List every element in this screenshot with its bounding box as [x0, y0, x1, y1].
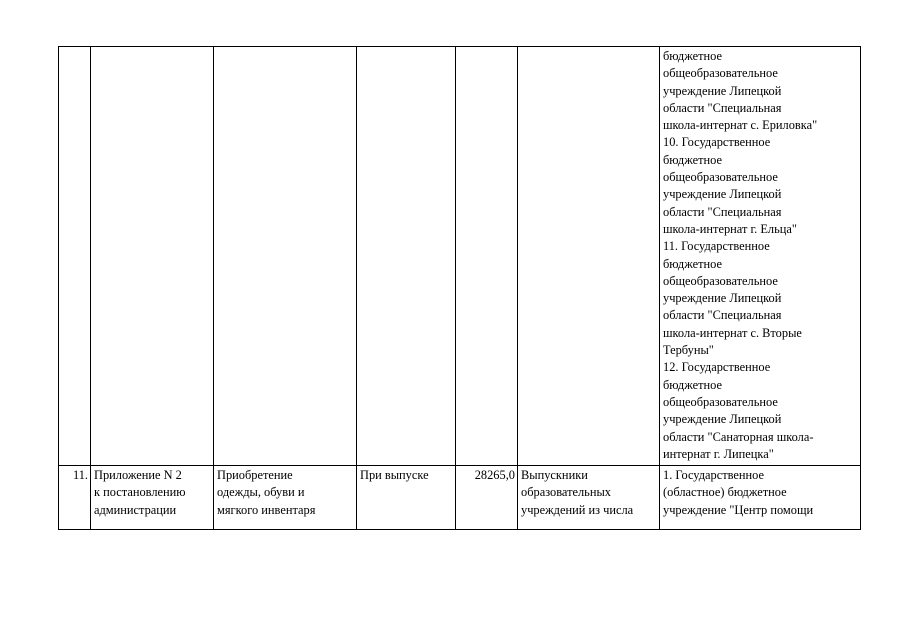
text-line: школа-интернат г. Ельца"	[663, 221, 797, 236]
text-line: учреждений из числа	[521, 502, 634, 517]
text-line: 12. Государственное	[663, 360, 771, 375]
document-cell	[91, 466, 214, 530]
text-line: мягкого инвентаря	[217, 502, 316, 517]
text-line: учреждение Липецкой	[663, 83, 782, 98]
allocation-table	[58, 46, 861, 530]
text-line: Тербуны"	[663, 343, 714, 358]
text-line: образовательных	[521, 485, 611, 500]
text-line: общеобразовательное	[663, 394, 778, 409]
text-line: области "Санаторная школа-	[663, 429, 814, 444]
text-line: администрации	[94, 502, 177, 517]
text-line: (областное) бюджетное	[663, 485, 787, 500]
text-line: учреждение Липецкой	[663, 187, 782, 202]
text-line: области "Специальная	[663, 100, 782, 115]
row-number-cell: 11.	[59, 466, 91, 530]
document-page	[58, 46, 861, 530]
recipients-cell	[518, 466, 660, 530]
text-line: бюджетное	[663, 256, 723, 271]
institutions-cell	[660, 466, 861, 530]
text-line: учреждение "Центр помощи	[663, 502, 814, 517]
text-line: Приобретение	[217, 468, 293, 482]
purpose-cell	[214, 47, 357, 466]
amount-cell: 28265,0	[456, 466, 518, 530]
table-row	[59, 466, 861, 530]
text-line: общеобразовательное	[663, 273, 778, 288]
text-line: интернат г. Липецка"	[663, 446, 774, 461]
text-line: бюджетное	[663, 377, 723, 392]
text-line: Приложение N 2	[94, 468, 182, 482]
text-line: 1. Государственное	[663, 468, 765, 482]
row-number-cell	[59, 47, 91, 466]
term-cell	[357, 47, 456, 466]
text-line: одежды, обуви и	[217, 485, 305, 500]
text-line: школа-интернат с. Вторые	[663, 325, 802, 340]
text-line: области "Специальная	[663, 308, 782, 323]
amount-cell	[456, 47, 518, 466]
text-line: учреждение Липецкой	[663, 412, 782, 427]
text-line: к постановлению	[94, 485, 186, 500]
text-line: общеобразовательное	[663, 170, 778, 185]
text-line: бюджетное	[663, 152, 723, 167]
term-cell: При выпуске	[357, 466, 456, 530]
text-line: 10. Государственное	[663, 135, 771, 150]
recipients-cell	[518, 47, 660, 466]
text-line: общеобразовательное	[663, 66, 778, 81]
text-line: бюджетное	[663, 49, 723, 63]
text-line: учреждение Липецкой	[663, 291, 782, 306]
text-line: Выпускники	[521, 468, 588, 482]
text-line: школа-интернат с. Ериловка"	[663, 118, 818, 133]
text-line: области "Специальная	[663, 204, 782, 219]
institutions-cell	[660, 47, 861, 466]
table-row	[59, 47, 861, 466]
text-line: 11. Государственное	[663, 239, 770, 254]
purpose-cell	[214, 466, 357, 530]
document-cell	[91, 47, 214, 466]
